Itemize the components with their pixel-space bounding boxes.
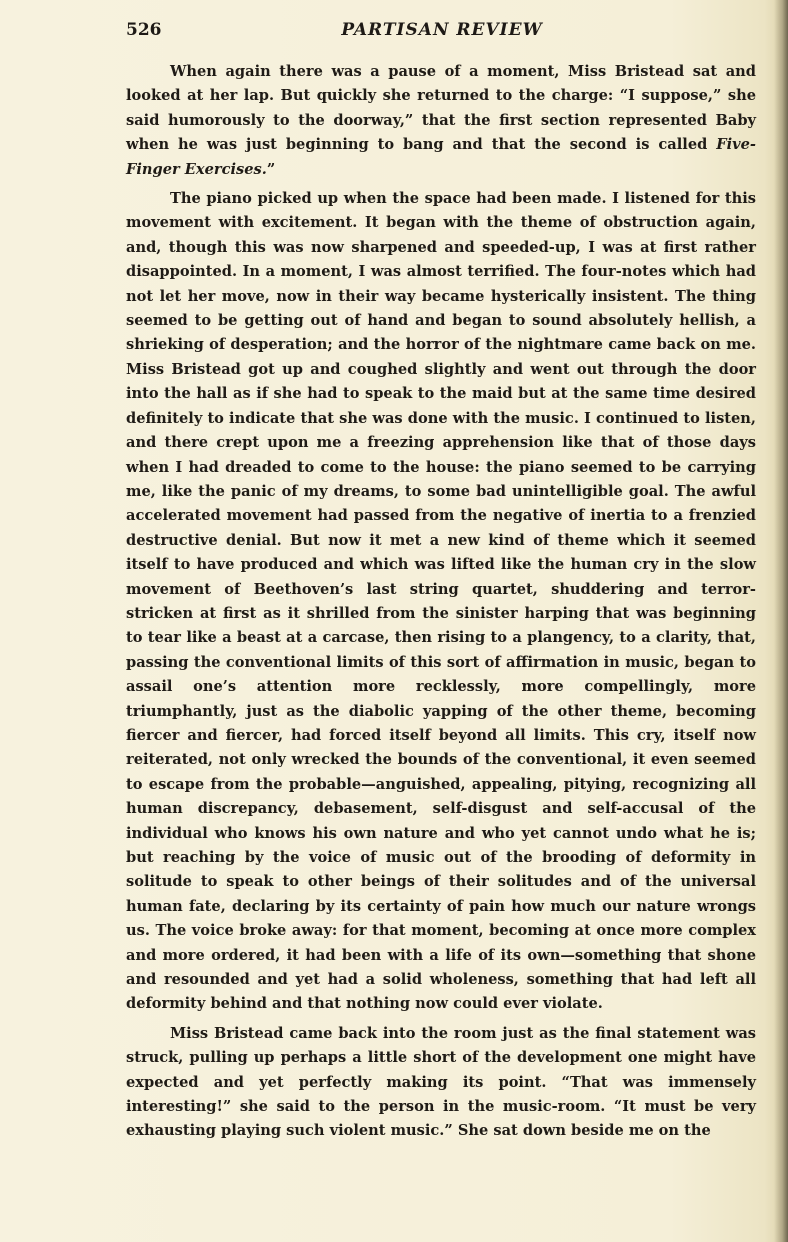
paragraph-3: Miss Bristead came back into the room just as the final statement was struck, pulling up perhaps a little short of the development one might have expected and yet perfectly making its point. “That was immensely interesting!” she said to the person in the music-room. “It must be very exhausting playing such violent music.” She sat down beside me on the [126, 1024, 756, 1140]
running-head: PARTISAN REVIEW [341, 20, 543, 40]
page-header [126, 14, 758, 48]
paragraph-2: The piano picked up when the space had been made. I listened for this movement with excitement. It began with the theme of obstruction again, and, though this was now sharpened and speeded-up, I was at first rather disappointed. In a moment, I was almost terrified. The four-notes which had not let her move, now in their way became hysterically insistent. The thing seemed to be getting out of hand and began to sound absolutely hellish, a shrieking of desperation; and the horror of the nightmare came back on me. Miss Bristead got up and coughed slightly and went out through the door into the hall as if she had to speak to the maid but at the same time desired definitely to indicate that she was done with the music. I continued to listen, and there crept upon me a freezing apprehension like that of those days when I had dreaded to come to the house: the piano seemed to be carrying me, like the panic of my dreams, to some bad unintelligible goal. The awful accelerated movement had passed from the negative of inertia to a frenzied destructive denial. But now it met a new kind of theme which it seemed itself to have produced and which was lifted like the human cry in the slow movement of Beethoven’s last string quartet, shuddering and terror-stricken at first as it shrilled from the sinister harping that was beginning to tear like a beast at a carcase, then rising to a plangency, to a clarity, that, passing the conventional limits of this sort of affirmation in music, began to assail one’s attention more recklessly, more compellingly, more triumphantly, just as the diabolic yapping of the other theme, becoming fiercer and fiercer, had forced itself beyond all limits. This cry, itself now reiterated, not only wrecked the bounds of the conventional, it even seemed to escape from the probable—anguished, appealing, pitying, recognizing all human discrepancy, debasement, self-disgust and self-accusal of the individual who knows his own nature and who yet cannot undo what he is; but reaching by the voice of music out of the brooding of deformity in solitude to speak to other beings of their solitudes and of the universal human fate, declaring by its certainty of pain how much our nature wrongs us. The voice broke away: for that moment, becoming at once more complex and more ordered, it had been with a life of its own—something that shone and resounded and yet had a solid wholeness, something that had left all deformity behind and that nothing now could ever violate. [126, 190, 756, 1013]
page-edge-shadow [774, 0, 788, 1242]
page-number: 526 [126, 20, 162, 40]
body-text [126, 60, 756, 1144]
paragraph-1 [126, 60, 756, 182]
paragraph-1-closing-quote: ” [266, 160, 276, 178]
paragraph-1-text: When again there was a pause of a moment, Miss Bristead sat and looked at her lap. But quickly she returned to the charge: “I suppose,” she said humorously to the doorway,” that the first section represented Baby when he was just beginning to bang and that the second is called [126, 63, 756, 154]
italic-title: Five-Finger Exercises. [126, 136, 756, 178]
